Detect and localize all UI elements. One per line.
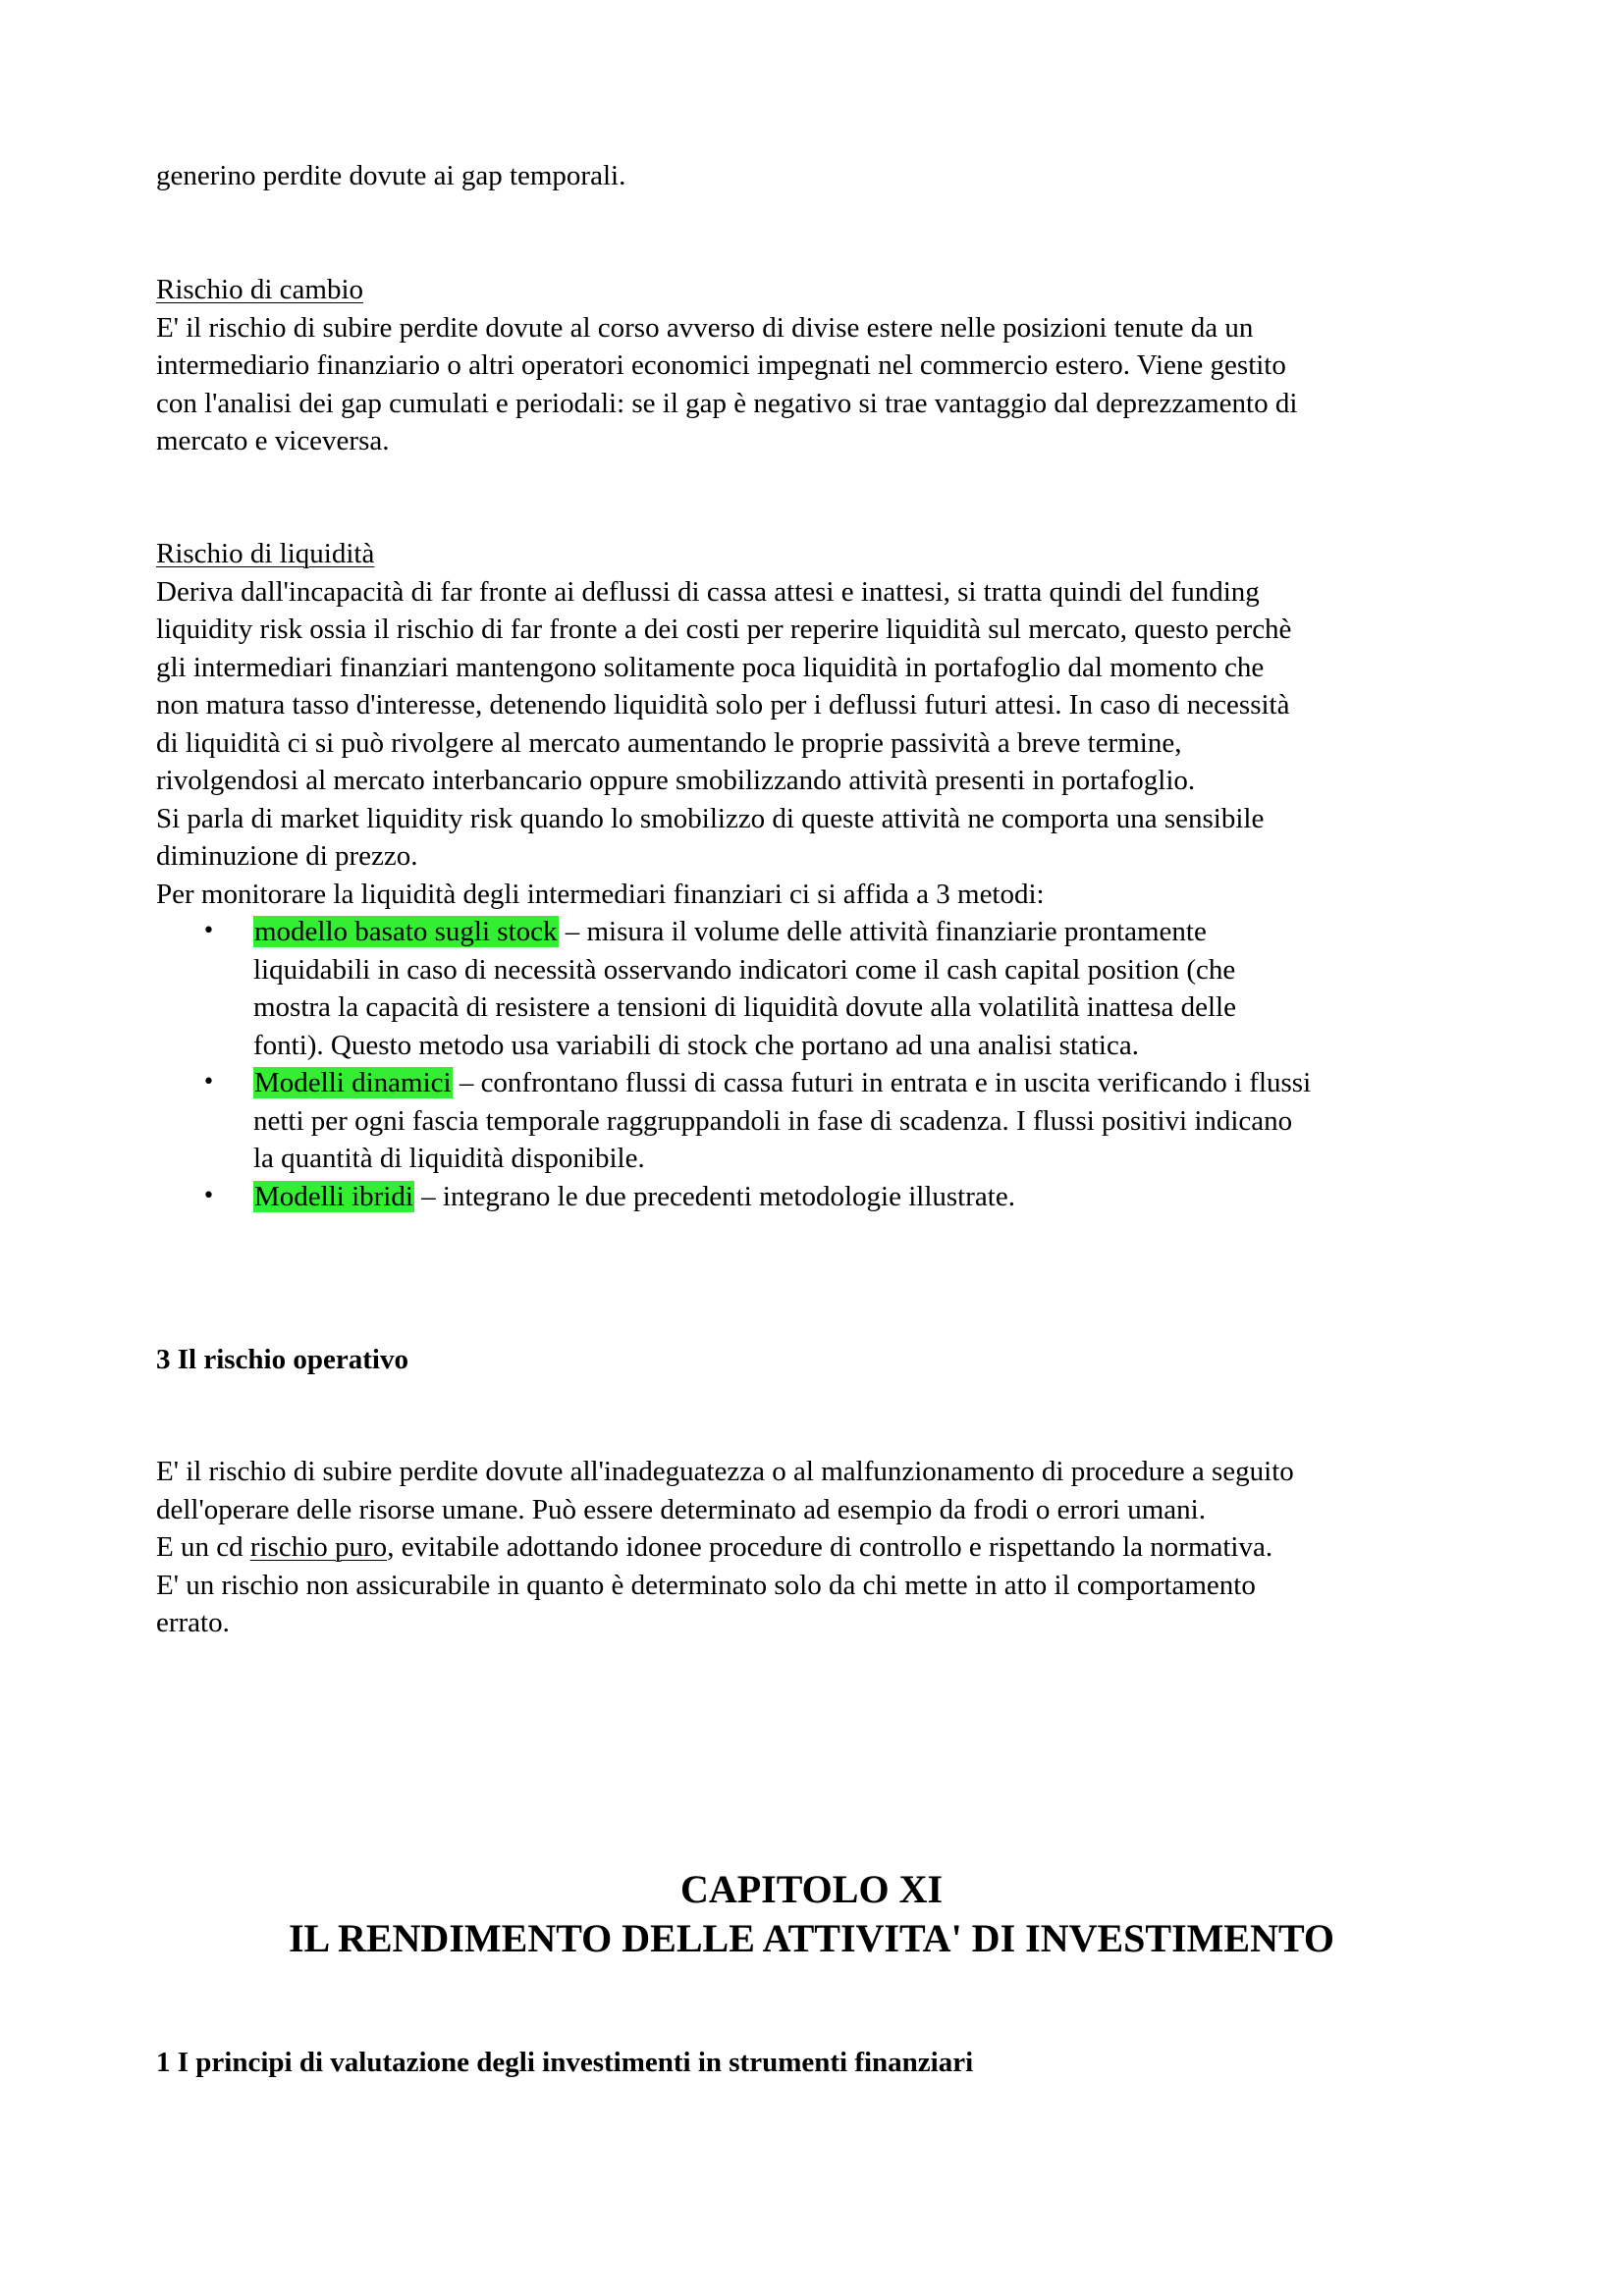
bullet-text: netti per ogni fascia temporale raggruppandoli in fase di scadenza. I flussi positivi indicano [253,1104,1293,1137]
liquidita-line: Deriva dall'incapacità di far fronte ai deflussi di cassa attesi e inattesi, si tratta quindi del funding [156,575,1260,608]
bullet-text: liquidabili in caso di necessità osservando indicatori come il cash capital position (che [253,953,1236,986]
liquidita-line: liquidity risk ossia il rischio di far fronte a dei costi per reperire liquidità sul mercato, questo perchè [156,614,1292,645]
cambio-heading: Rischio di cambio [156,274,364,305]
operativo-line: dell'operare delle risorse umane. Può essere determinato ad esempio da frodi o errori umani. [156,1493,1206,1525]
bullet-icon: • [202,1183,215,1208]
operativo-line: errato. [156,1607,230,1638]
cambio-line: E' il rischio di subire perdite dovute al corso avverso di divise estere nelle posizioni tenute da un [156,311,1254,344]
cambio-line: con l'analisi dei gap cumulati e periodali: se il gap è negativo si trae vantaggio dal deprezzamento di [156,387,1298,419]
liquidita-line: rivolgendosi al mercato interbancario oppure smobilizzando attività presenti in portafoglio. [156,765,1196,796]
bullet-text: mostra la capacità di resistere a tensioni di liquidità dovute alla volatilità inattesa delle [253,991,1236,1023]
operativo-line: E' il rischio di subire perdite dovute all'inadeguatezza o al malfunzionamento di procedure a seguito [156,1456,1294,1487]
cambio-line: intermediario finanziario o altri operatori economici impegnati nel commercio estero. Viene gestito [156,349,1286,381]
liquidita-line: di liquidità ci si può rivolgere al mercato aumentando le proprie passività a breve termine, [156,726,1182,759]
operativo-section [156,1453,1294,1642]
liquidita-section [156,535,1291,913]
intro-line: generino perdite dovute ai gap temporali. [156,160,626,191]
chapter-title: IL RENDIMENTO DELLE ATTIVITA' DI INVESTIMENTO [288,1916,1335,1960]
liquidita-line: diminuzione di prezzo. [156,840,418,872]
list-item [202,913,1311,1064]
list-item [202,1178,1311,1216]
operativo-text: E un cd [156,1531,250,1563]
highlighted-term: Modelli dinamici [254,1067,452,1098]
bullet-text: – integrano le due precedenti metodologie illustrate. [413,1180,1015,1212]
section-title: 3 Il rischio operativo [156,1344,408,1375]
operativo-text: , evitabile adottando idonee procedure di controllo e rispettando la normativa. [387,1531,1273,1563]
bullet-icon: • [202,919,215,943]
section-title: 1 I principi di valutazione degli investimenti in strumenti finanziari [156,2047,974,2078]
liquidita-line: non matura tasso d'interesse, detenendo liquidità solo per i deflussi futuri attesi. In caso di necessità [156,689,1290,721]
bullet-text: la quantità di liquidità disponibile. [253,1143,645,1174]
bullet-text: – confrontano flussi di cassa futuri in entrata e in uscita verificando i flussi [452,1067,1312,1098]
liquidita-line: gli intermediari finanziari mantengono solitamente poca liquidità in portafoglio dal momento che [156,651,1265,683]
highlighted-term: modello basato sugli stock [254,916,558,947]
operativo-line: E' un rischio non assicurabile in quanto è determinato solo da chi mette in atto il comportamento [156,1569,1256,1601]
bullet-text: – misura il volume delle attività finanziarie prontamente [558,916,1207,947]
liquidita-heading: Rischio di liquidità [156,538,375,569]
liquidita-line: Si parla di market liquidity risk quando lo smobilizzo di queste attività ne comporta una sensibile [156,802,1265,834]
cambio-section [156,271,1297,460]
chapter-number: CAPITOLO XI [679,1867,944,1911]
bullet-text: fonti). Questo metodo usa variabili di stock che portano ad una analisi statica. [253,1029,1139,1061]
cambio-line: mercato e viceversa. [156,425,390,456]
bullet-icon: • [202,1070,215,1095]
list-item [202,1064,1311,1178]
liquidita-line: Per monitorare la liquidità degli intermediari finanziari ci si affida a 3 metodi: [156,878,1045,910]
highlighted-term: Modelli ibridi [254,1180,413,1212]
underlined-term: rischio puro [249,1531,388,1563]
methods-list [202,913,1311,1215]
